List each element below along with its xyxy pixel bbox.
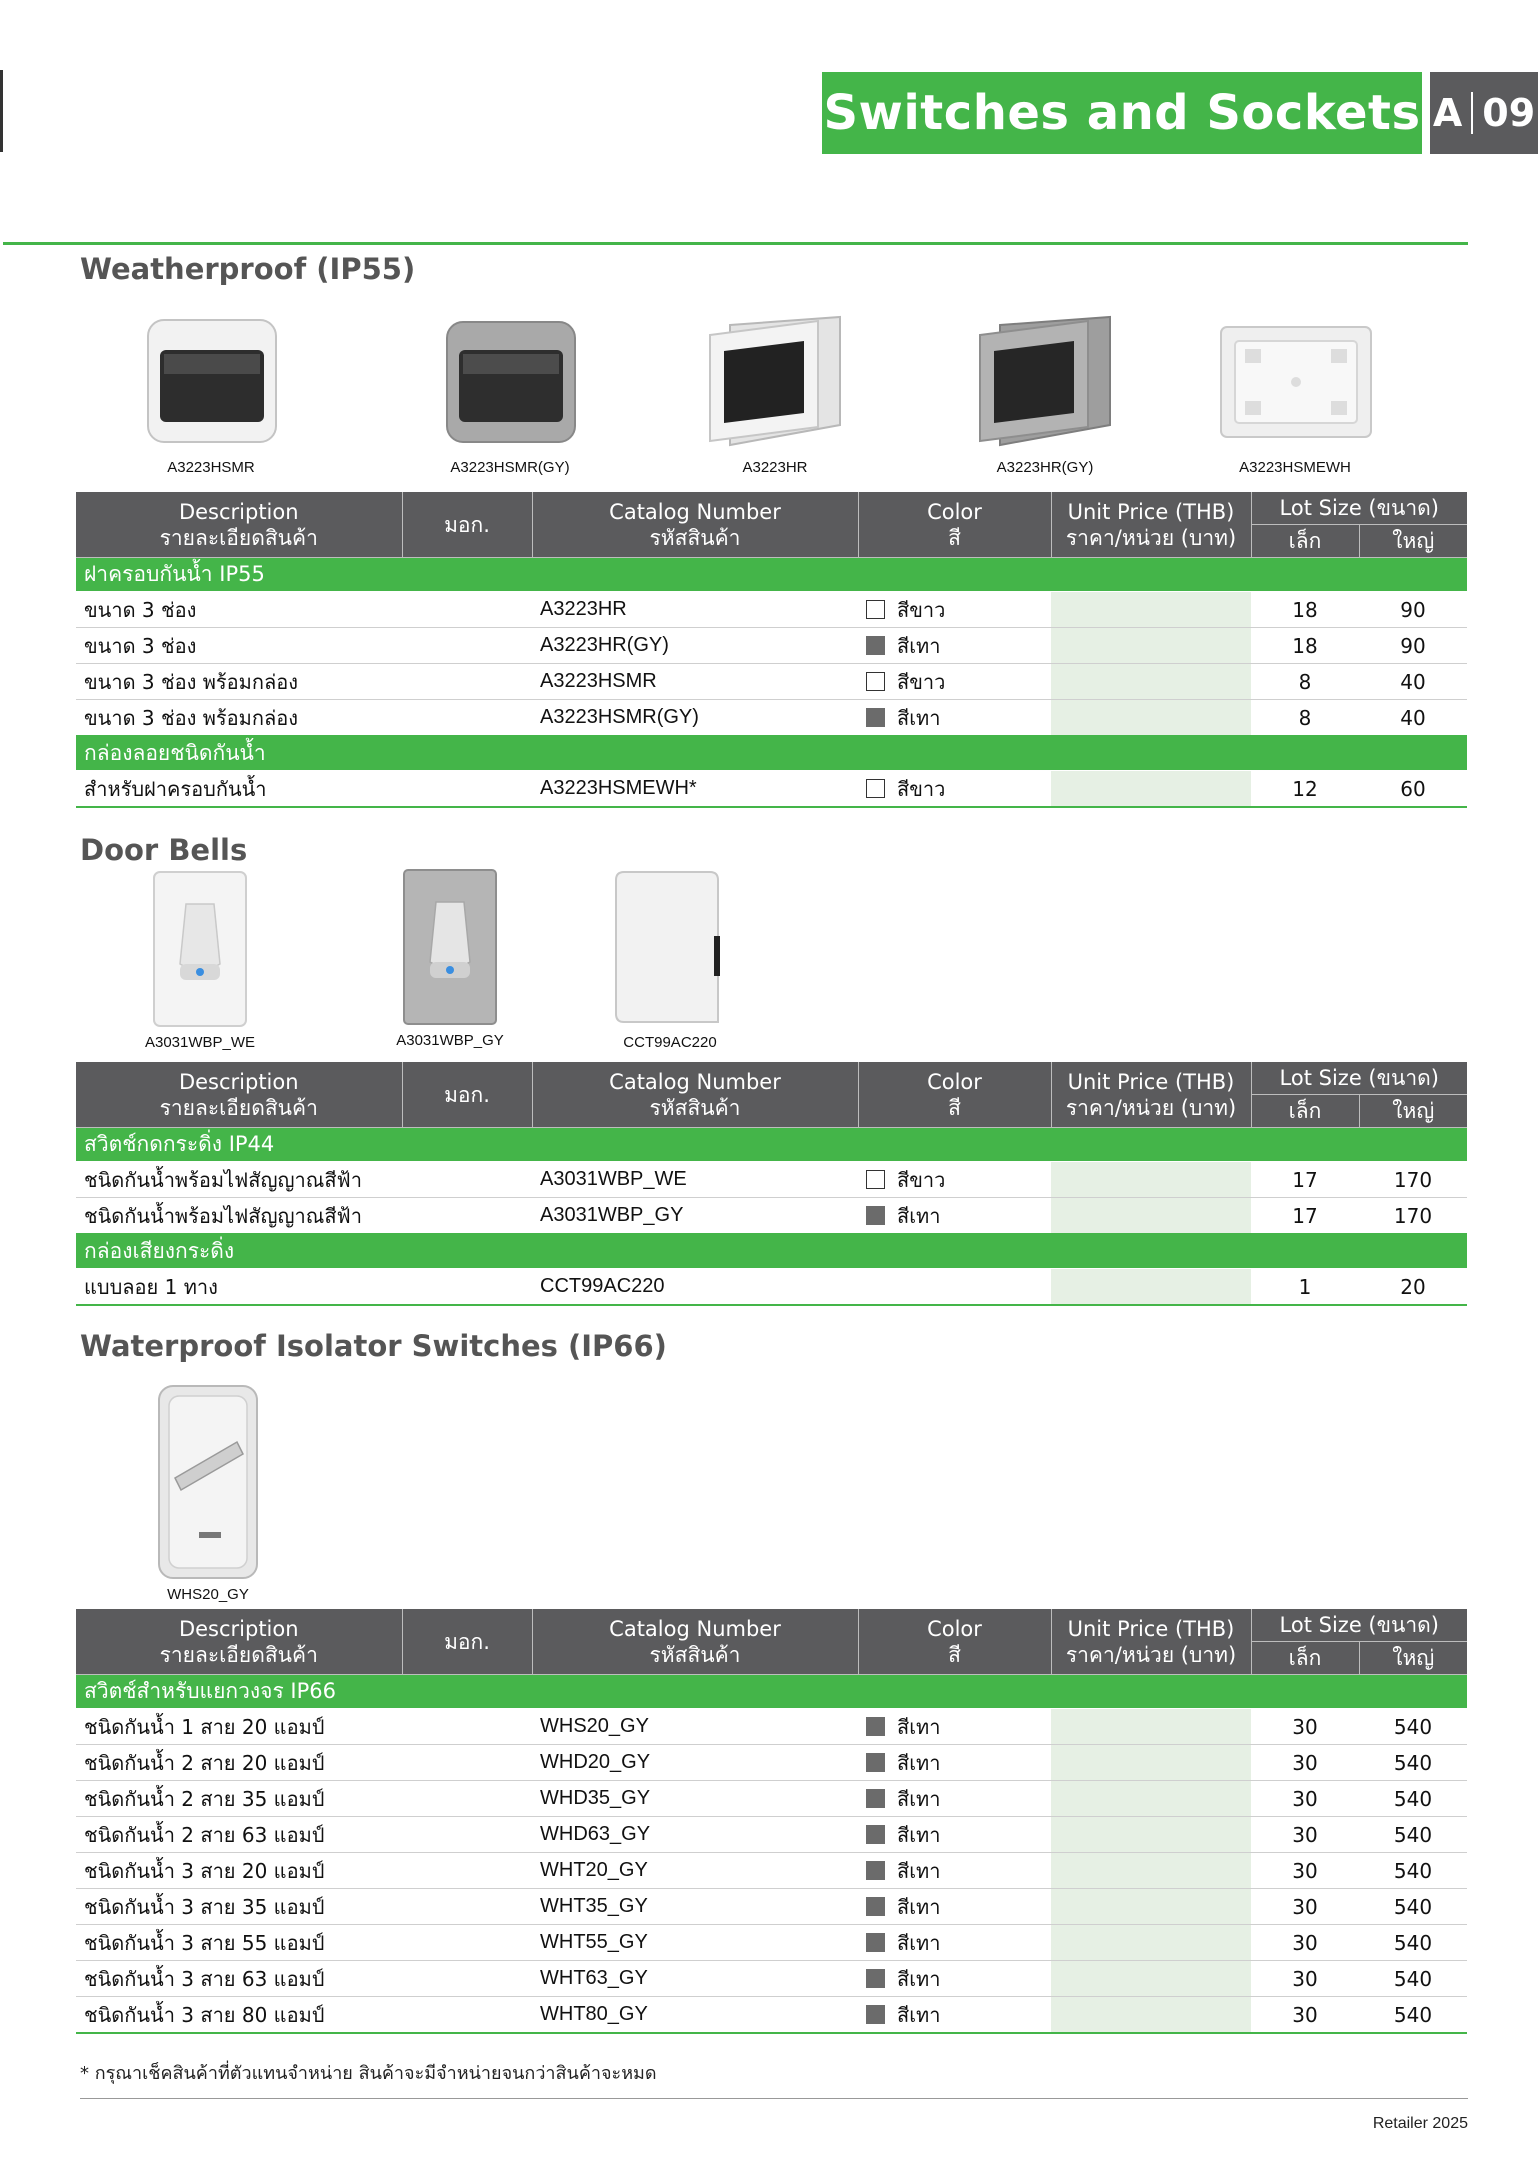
description-cell: ขนาด 3 ช่อง พร้อมกล่อง <box>76 700 402 737</box>
color-label: สีขาว <box>897 1167 946 1192</box>
col-tis: มอก. <box>402 1062 532 1128</box>
description-cell: ชนิดกันน้ำ 2 สาย 20 แอมป์ <box>76 1745 402 1781</box>
color-swatch-icon <box>866 2005 885 2024</box>
product-caption: A3223HSMEWH <box>1239 459 1351 476</box>
description-cell: ชนิดกันน้ำพร้อมไฟสัญญาณสีฟ้า <box>76 1198 402 1235</box>
table-row <box>76 664 1467 700</box>
description-cell: ขนาด 3 ช่อง <box>76 628 402 664</box>
product-image-a3031wbp-we <box>130 868 270 1051</box>
tis-cell <box>402 1269 532 1306</box>
page-header-title: Switches and Sockets <box>822 72 1422 154</box>
catalog-number-cell: WHT35_GY <box>532 1889 858 1925</box>
col-catalog: Catalog Number รหัสสินค้า <box>532 1609 858 1675</box>
catalog-number-cell: WHT20_GY <box>532 1853 858 1889</box>
col-price: Unit Price (THB) ราคา/หน่วย (บาท) <box>1051 1062 1251 1128</box>
lot-size-small-cell: 30 <box>1251 1889 1359 1925</box>
color-label: สีเทา <box>897 633 941 658</box>
col-description: Description รายละเอียดสินค้า <box>76 1609 402 1675</box>
col-color: Color สี <box>858 492 1051 558</box>
table-row <box>76 1269 1467 1306</box>
unit-price-cell <box>1051 628 1251 664</box>
footer-edition: Retailer 2025 <box>1372 2115 1468 2132</box>
catalog-number-cell: WHT80_GY <box>532 1997 858 2034</box>
col-description: Description รายละเอียดสินค้า <box>76 492 402 558</box>
color-label: สีเทา <box>897 1966 941 1991</box>
color-cell <box>858 1889 1051 1925</box>
table-group-header <box>76 558 1467 592</box>
lot-size-small-cell: 1 <box>1251 1269 1359 1306</box>
lot-size-large-cell: 60 <box>1359 771 1467 808</box>
table-group-header <box>76 736 1467 771</box>
color-label: สีเทา <box>897 2002 941 2027</box>
page-number: 09 <box>1482 91 1536 135</box>
color-cell <box>858 1817 1051 1853</box>
color-swatch-icon <box>866 1825 885 1844</box>
color-cell <box>858 1269 1051 1306</box>
color-cell <box>858 1961 1051 1997</box>
table-row <box>76 1198 1467 1235</box>
product-caption: A3223HSMR <box>167 459 255 476</box>
unit-price-cell <box>1051 1162 1251 1198</box>
table-row <box>76 771 1467 808</box>
color-cell <box>858 1781 1051 1817</box>
unit-price-cell <box>1051 700 1251 737</box>
lot-size-large-cell: 540 <box>1359 1709 1467 1745</box>
lot-size-small-cell: 30 <box>1251 1961 1359 1997</box>
color-label: สีเทา <box>897 1203 941 1228</box>
color-label: สีเทา <box>897 1786 941 1811</box>
lot-size-small-cell: 30 <box>1251 1781 1359 1817</box>
table-row <box>76 1709 1467 1745</box>
color-cell <box>858 1925 1051 1961</box>
tis-cell <box>402 1745 532 1781</box>
description-cell: ชนิดกันน้ำ 3 สาย 63 แอมป์ <box>76 1961 402 1997</box>
lot-size-large-cell: 90 <box>1359 592 1467 628</box>
product-caption: A3223HSMR(GY) <box>450 459 570 476</box>
color-swatch-icon <box>866 1717 885 1736</box>
footer-rule <box>80 2098 1468 2099</box>
color-swatch-icon <box>866 1969 885 1988</box>
section-letter: A <box>1432 91 1463 135</box>
catalog-number-cell: WHT55_GY <box>532 1925 858 1961</box>
tis-cell <box>402 1961 532 1997</box>
lot-size-small-cell: 30 <box>1251 1997 1359 2034</box>
section-title-weatherproof: Weatherproof (IP55) <box>80 252 416 286</box>
description-cell: ขนาด 3 ช่อง <box>76 592 402 628</box>
color-swatch-icon <box>866 1897 885 1916</box>
product-image-a3223hsmr <box>126 310 296 476</box>
unit-price-cell <box>1051 1745 1251 1781</box>
description-cell: ชนิดกันน้ำ 3 สาย 20 แอมป์ <box>76 1853 402 1889</box>
lot-size-large-cell: 20 <box>1359 1269 1467 1306</box>
catalog-number-cell: A3031WBP_WE <box>532 1162 858 1198</box>
description-cell: ชนิดกันน้ำ 1 สาย 20 แอมป์ <box>76 1709 402 1745</box>
tis-cell <box>402 628 532 664</box>
group-label: สวิตช์สำหรับแยกวงจร IP66 <box>76 1675 1467 1709</box>
group-label: กล่องลอยชนิดกันน้ำ <box>76 736 1467 771</box>
tis-cell <box>402 1781 532 1817</box>
color-label: สีเทา <box>897 705 941 730</box>
product-caption: A3223HR(GY) <box>996 459 1094 476</box>
weatherproof-table <box>76 492 1467 808</box>
catalog-number-cell: WHD20_GY <box>532 1745 858 1781</box>
unit-price-cell <box>1051 1781 1251 1817</box>
color-cell <box>858 700 1051 737</box>
col-tis: มอก. <box>402 492 532 558</box>
color-swatch-icon <box>866 1933 885 1952</box>
description-cell: ชนิดกันน้ำ 3 สาย 55 แอมป์ <box>76 1925 402 1961</box>
table-row <box>76 700 1467 737</box>
color-swatch-icon <box>866 1753 885 1772</box>
tis-cell <box>402 1925 532 1961</box>
col-lot-large: ใหญ่ <box>1359 525 1467 558</box>
color-cell <box>858 592 1051 628</box>
col-lot-large: ใหญ่ <box>1359 1095 1467 1128</box>
col-price: Unit Price (THB) ราคา/หน่วย (บาท) <box>1051 492 1251 558</box>
lot-size-small-cell: 30 <box>1251 1709 1359 1745</box>
col-lot-size: Lot Size (ขนาด) <box>1251 1609 1467 1642</box>
description-cell: ขนาด 3 ช่อง พร้อมกล่อง <box>76 664 402 700</box>
tis-cell <box>402 1817 532 1853</box>
tis-cell <box>402 1162 532 1198</box>
product-image-a3223hr <box>690 305 860 476</box>
col-catalog: Catalog Number รหัสสินค้า <box>532 1062 858 1128</box>
lot-size-small-cell: 30 <box>1251 1925 1359 1961</box>
table-row <box>76 1817 1467 1853</box>
tab-divider <box>1471 92 1473 134</box>
description-cell: ชนิดกันน้ำ 2 สาย 35 แอมป์ <box>76 1781 402 1817</box>
description-cell: แบบลอย 1 ทาง <box>76 1269 402 1306</box>
table-row <box>76 1162 1467 1198</box>
lot-size-large-cell: 40 <box>1359 664 1467 700</box>
lot-size-large-cell: 40 <box>1359 700 1467 737</box>
page-edge-mark <box>0 70 3 152</box>
lot-size-large-cell: 540 <box>1359 1925 1467 1961</box>
color-swatch-icon <box>866 1170 885 1189</box>
lot-size-small-cell: 12 <box>1251 771 1359 808</box>
section-title-isolators: Waterproof Isolator Switches (IP66) <box>80 1329 667 1363</box>
table-row <box>76 1997 1467 2034</box>
lot-size-large-cell: 540 <box>1359 1781 1467 1817</box>
color-label: สีเทา <box>897 1714 941 1739</box>
color-swatch-icon <box>866 779 885 798</box>
lot-size-large-cell: 540 <box>1359 1745 1467 1781</box>
lot-size-small-cell: 30 <box>1251 1853 1359 1889</box>
product-image-whs20-gy <box>148 1382 268 1603</box>
catalog-number-cell: WHT63_GY <box>532 1961 858 1997</box>
color-cell <box>858 1997 1051 2034</box>
unit-price-cell <box>1051 1709 1251 1745</box>
color-label: สีเทา <box>897 1750 941 1775</box>
unit-price-cell <box>1051 664 1251 700</box>
unit-price-cell <box>1051 771 1251 808</box>
color-label: สีเทา <box>897 1858 941 1883</box>
color-cell <box>858 1745 1051 1781</box>
color-label: สีขาว <box>897 597 946 622</box>
tis-cell <box>402 771 532 808</box>
col-color: Color สี <box>858 1062 1051 1128</box>
product-caption: A3031WBP_GY <box>396 1032 504 1049</box>
product-caption: CCT99AC220 <box>623 1034 717 1051</box>
col-lot-small: เล็ก <box>1251 525 1359 558</box>
color-swatch-icon <box>866 1206 885 1225</box>
catalog-number-cell: WHD35_GY <box>532 1781 858 1817</box>
product-image-cct99ac220 <box>600 866 740 1051</box>
product-image-a3031wbp-gy <box>380 866 520 1049</box>
catalog-number-cell: CCT99AC220 <box>532 1269 858 1306</box>
unit-price-cell <box>1051 1961 1251 1997</box>
lot-size-large-cell: 170 <box>1359 1198 1467 1235</box>
unit-price-cell <box>1051 592 1251 628</box>
col-lot-size: Lot Size (ขนาด) <box>1251 492 1467 525</box>
col-lot-small: เล็ก <box>1251 1642 1359 1675</box>
table-group-header <box>76 1234 1467 1269</box>
unit-price-cell <box>1051 1198 1251 1235</box>
tis-cell <box>402 1853 532 1889</box>
table-row <box>76 1853 1467 1889</box>
tis-cell <box>402 1198 532 1235</box>
doorbells-table <box>76 1062 1467 1306</box>
color-cell <box>858 1162 1051 1198</box>
color-cell <box>858 771 1051 808</box>
lot-size-small-cell: 8 <box>1251 700 1359 737</box>
lot-size-large-cell: 540 <box>1359 1961 1467 1997</box>
col-description: Description รายละเอียดสินค้า <box>76 1062 402 1128</box>
unit-price-cell <box>1051 1997 1251 2034</box>
color-swatch-icon <box>866 1789 885 1808</box>
tis-cell <box>402 700 532 737</box>
color-label: สีขาว <box>897 776 946 801</box>
catalog-number-cell: A3223HSMR <box>532 664 858 700</box>
lot-size-small-cell: 17 <box>1251 1198 1359 1235</box>
lot-size-large-cell: 90 <box>1359 628 1467 664</box>
color-swatch-icon <box>866 708 885 727</box>
page-number-tab <box>1430 72 1538 154</box>
col-lot-large: ใหญ่ <box>1359 1642 1467 1675</box>
catalog-number-cell: A3223HSMR(GY) <box>532 700 858 737</box>
unit-price-cell <box>1051 1889 1251 1925</box>
color-cell <box>858 664 1051 700</box>
footnote: * กรุณาเช็คสินค้าที่ตัวแทนจำหน่าย สินค้าจะมีจำหน่ายจนกว่าสินค้าจะหมด <box>80 2063 657 2084</box>
table-row <box>76 1781 1467 1817</box>
color-cell <box>858 628 1051 664</box>
catalog-number-cell: A3031WBP_GY <box>532 1198 858 1235</box>
color-swatch-icon <box>866 1861 885 1880</box>
color-cell <box>858 1709 1051 1745</box>
unit-price-cell <box>1051 1925 1251 1961</box>
table-row <box>76 592 1467 628</box>
description-cell: ชนิดกันน้ำ 3 สาย 80 แอมป์ <box>76 1997 402 2034</box>
lot-size-small-cell: 18 <box>1251 592 1359 628</box>
col-tis: มอก. <box>402 1609 532 1675</box>
product-caption: A3223HR <box>742 459 808 476</box>
unit-price-cell <box>1051 1817 1251 1853</box>
color-swatch-icon <box>866 636 885 655</box>
product-caption: WHS20_GY <box>167 1586 249 1603</box>
description-cell: ชนิดกันน้ำ 3 สาย 35 แอมป์ <box>76 1889 402 1925</box>
col-color: Color สี <box>858 1609 1051 1675</box>
header-rule <box>3 242 1468 245</box>
lot-size-small-cell: 17 <box>1251 1162 1359 1198</box>
tis-cell <box>402 664 532 700</box>
table-group-header <box>76 1675 1467 1709</box>
group-label: กล่องเสียงกระดิ่ง <box>76 1234 1467 1269</box>
tis-cell <box>402 1889 532 1925</box>
lot-size-large-cell: 540 <box>1359 1997 1467 2034</box>
table-group-header <box>76 1128 1467 1162</box>
unit-price-cell <box>1051 1853 1251 1889</box>
col-catalog: Catalog Number รหัสสินค้า <box>532 492 858 558</box>
color-label: สีขาว <box>897 669 946 694</box>
description-cell: สำหรับฝาครอบกันน้ำ <box>76 771 402 808</box>
tis-cell <box>402 592 532 628</box>
table-row <box>76 1889 1467 1925</box>
description-cell: ชนิดกันน้ำ 2 สาย 63 แอมป์ <box>76 1817 402 1853</box>
catalog-number-cell: A3223HR <box>532 592 858 628</box>
color-label: สีเทา <box>897 1894 941 1919</box>
description-cell: ชนิดกันน้ำพร้อมไฟสัญญาณสีฟ้า <box>76 1162 402 1198</box>
group-label: ฝาครอบกันน้ำ IP55 <box>76 558 1467 592</box>
lot-size-small-cell: 18 <box>1251 628 1359 664</box>
lot-size-large-cell: 540 <box>1359 1889 1467 1925</box>
lot-size-small-cell: 30 <box>1251 1745 1359 1781</box>
color-label: สีเทา <box>897 1930 941 1955</box>
col-lot-size: Lot Size (ขนาด) <box>1251 1062 1467 1095</box>
product-caption: A3031WBP_WE <box>144 1034 256 1051</box>
color-cell <box>858 1853 1051 1889</box>
group-label: สวิตช์กดกระดิ่ง IP44 <box>76 1128 1467 1162</box>
product-image-a3223hsmr-gy <box>425 310 595 476</box>
table-row <box>76 628 1467 664</box>
lot-size-small-cell: 8 <box>1251 664 1359 700</box>
col-lot-small: เล็ก <box>1251 1095 1359 1128</box>
lot-size-small-cell: 30 <box>1251 1817 1359 1853</box>
catalog-number-cell: A3223HSMEWH* <box>532 771 858 808</box>
product-image-a3223hsmewh <box>1210 305 1380 476</box>
table-row <box>76 1961 1467 1997</box>
lot-size-large-cell: 540 <box>1359 1853 1467 1889</box>
table-row <box>76 1745 1467 1781</box>
isolators-table <box>76 1609 1467 2034</box>
color-label: สีเทา <box>897 1822 941 1847</box>
lot-size-large-cell: 540 <box>1359 1817 1467 1853</box>
table-row <box>76 1925 1467 1961</box>
color-swatch-icon <box>866 600 885 619</box>
color-swatch-icon <box>866 672 885 691</box>
catalog-number-cell: WHS20_GY <box>532 1709 858 1745</box>
unit-price-cell <box>1051 1269 1251 1306</box>
tis-cell <box>402 1709 532 1745</box>
catalog-number-cell: A3223HR(GY) <box>532 628 858 664</box>
lot-size-large-cell: 170 <box>1359 1162 1467 1198</box>
product-image-a3223hr-gy <box>960 305 1130 476</box>
section-title-doorbells: Door Bells <box>80 833 248 867</box>
tis-cell <box>402 1997 532 2034</box>
col-price: Unit Price (THB) ราคา/หน่วย (บาท) <box>1051 1609 1251 1675</box>
color-cell <box>858 1198 1051 1235</box>
catalog-number-cell: WHD63_GY <box>532 1817 858 1853</box>
